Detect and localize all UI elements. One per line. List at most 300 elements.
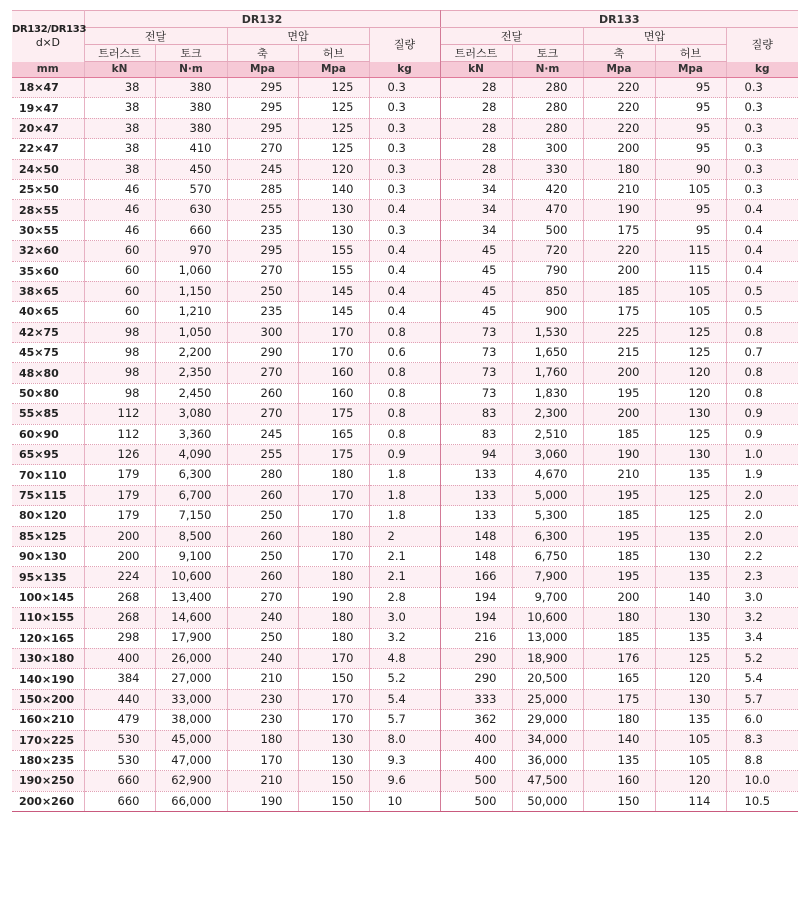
- cell-dr133-shaft: 185: [583, 546, 655, 566]
- cell-dr133-hub: 130: [655, 689, 726, 709]
- cell-dr133-shaft: 190: [583, 445, 655, 465]
- cell-dr132-torque: 62,900: [155, 771, 227, 791]
- cell-dr133-hub: 95: [655, 118, 726, 138]
- cell-dr132-hub: 190: [298, 587, 369, 607]
- cell-dr132-torque: 17,900: [155, 628, 227, 648]
- cell-dr132-shaft: 230: [227, 710, 298, 730]
- cell-dr133-weight: 10.5: [726, 791, 798, 811]
- cell-dr133-thrust: 34: [440, 179, 512, 199]
- cell-dr133-weight: 8.3: [726, 730, 798, 750]
- cell-size: 30×55: [12, 220, 84, 240]
- table-row: [12, 710, 798, 730]
- cell-dr133-weight: 0.4: [726, 220, 798, 240]
- cell-dr132-hub: 130: [298, 220, 369, 240]
- cell-dr132-shaft: 295: [227, 98, 298, 118]
- cell-dr132-shaft: 270: [227, 261, 298, 281]
- cell-dr133-shaft: 176: [583, 648, 655, 668]
- table-row: [12, 567, 798, 587]
- cell-size: 60×90: [12, 424, 84, 444]
- table-row: [12, 465, 798, 485]
- cell-size: 120×165: [12, 628, 84, 648]
- cell-dr132-torque: 27,000: [155, 669, 227, 689]
- cell-size: 80×120: [12, 506, 84, 526]
- cell-dr132-shaft: 260: [227, 485, 298, 505]
- cell-dr132-torque: 1,210: [155, 302, 227, 322]
- cell-dr133-torque: 5,300: [512, 506, 583, 526]
- cell-size: 90×130: [12, 546, 84, 566]
- cell-size: 38×65: [12, 281, 84, 301]
- cell-dr133-weight: 0.3: [726, 159, 798, 179]
- dr132-shaft-header: 축: [227, 45, 298, 62]
- cell-dr133-thrust: 194: [440, 608, 512, 628]
- unit-size: mm: [12, 62, 84, 78]
- table-row: [12, 159, 798, 179]
- cell-dr133-torque: 5,000: [512, 485, 583, 505]
- cell-dr133-thrust: 73: [440, 322, 512, 342]
- cell-dr133-thrust: 45: [440, 261, 512, 281]
- table-row: [12, 669, 798, 689]
- cell-dr132-hub: 155: [298, 261, 369, 281]
- cell-dr133-weight: 0.9: [726, 424, 798, 444]
- cell-dr133-torque: 29,000: [512, 710, 583, 730]
- cell-dr132-shaft: 270: [227, 139, 298, 159]
- table-row: [12, 445, 798, 465]
- cell-dr132-torque: 410: [155, 139, 227, 159]
- cell-dr133-weight: 0.5: [726, 281, 798, 301]
- table-row: [12, 628, 798, 648]
- cell-dr132-weight: 5.4: [369, 689, 440, 709]
- cell-dr132-thrust: 46: [84, 179, 155, 199]
- cell-dr133-torque: 850: [512, 281, 583, 301]
- cell-dr133-thrust: 133: [440, 506, 512, 526]
- cell-dr132-torque: 380: [155, 118, 227, 138]
- cell-dr133-shaft: 220: [583, 118, 655, 138]
- cell-dr133-shaft: 185: [583, 628, 655, 648]
- cell-dr133-torque: 7,900: [512, 567, 583, 587]
- cell-dr132-torque: 14,600: [155, 608, 227, 628]
- cell-dr132-hub: 150: [298, 669, 369, 689]
- cell-dr133-weight: 1.0: [726, 445, 798, 465]
- cell-dr133-torque: 18,900: [512, 648, 583, 668]
- cell-dr132-thrust: 60: [84, 281, 155, 301]
- cell-dr133-weight: 0.4: [726, 261, 798, 281]
- cell-dr133-shaft: 160: [583, 771, 655, 791]
- cell-dr133-torque: 1,650: [512, 343, 583, 363]
- cell-dr132-thrust: 200: [84, 526, 155, 546]
- cell-dr132-thrust: 60: [84, 241, 155, 261]
- cell-dr132-thrust: 38: [84, 139, 155, 159]
- cell-dr132-weight: 2: [369, 526, 440, 546]
- cell-dr132-weight: 5.7: [369, 710, 440, 730]
- cell-dr133-hub: 135: [655, 710, 726, 730]
- cell-dr133-hub: 120: [655, 771, 726, 791]
- dr133-weight-header: 질량: [726, 28, 798, 62]
- table-row: [12, 139, 798, 159]
- cell-dr132-shaft: 250: [227, 628, 298, 648]
- cell-dr132-weight: 0.8: [369, 322, 440, 342]
- cell-dr133-shaft: 175: [583, 689, 655, 709]
- cell-dr132-weight: 0.4: [369, 302, 440, 322]
- cell-dr132-weight: 0.3: [369, 118, 440, 138]
- cell-dr133-torque: 6,300: [512, 526, 583, 546]
- cell-dr133-shaft: 210: [583, 179, 655, 199]
- cell-dr132-torque: 66,000: [155, 791, 227, 811]
- cell-dr133-shaft: 175: [583, 302, 655, 322]
- cell-dr133-shaft: 150: [583, 791, 655, 811]
- cell-dr133-torque: 20,500: [512, 669, 583, 689]
- cell-dr133-hub: 115: [655, 261, 726, 281]
- units-row: [12, 62, 798, 78]
- cell-dr132-thrust: 384: [84, 669, 155, 689]
- cell-dr133-hub: 105: [655, 302, 726, 322]
- cell-dr132-weight: 1.8: [369, 506, 440, 526]
- cell-size: 45×75: [12, 343, 84, 363]
- cell-dr132-weight: 0.4: [369, 261, 440, 281]
- cell-size: 85×125: [12, 526, 84, 546]
- cell-dr133-thrust: 400: [440, 730, 512, 750]
- cell-dr133-thrust: 45: [440, 241, 512, 261]
- cell-dr133-weight: 0.3: [726, 139, 798, 159]
- cell-dr132-torque: 1,060: [155, 261, 227, 281]
- cell-dr132-shaft: 260: [227, 567, 298, 587]
- cell-dr132-hub: 170: [298, 506, 369, 526]
- cell-dr133-weight: 2.2: [726, 546, 798, 566]
- cell-dr132-hub: 170: [298, 485, 369, 505]
- unit-dr132-torque: N·m: [155, 62, 227, 78]
- cell-dr132-thrust: 200: [84, 546, 155, 566]
- table-row: [12, 506, 798, 526]
- table-row: [12, 179, 798, 199]
- cell-dr133-shaft: 200: [583, 139, 655, 159]
- cell-dr132-hub: 180: [298, 526, 369, 546]
- cell-size: 110×155: [12, 608, 84, 628]
- cell-dr133-hub: 120: [655, 383, 726, 403]
- cell-dr132-shaft: 295: [227, 241, 298, 261]
- cell-dr133-weight: 0.3: [726, 118, 798, 138]
- cell-dr132-thrust: 98: [84, 322, 155, 342]
- cell-dr132-hub: 170: [298, 689, 369, 709]
- cell-dr132-weight: 0.9: [369, 445, 440, 465]
- table-row: [12, 750, 798, 770]
- cell-dr132-weight: 9.6: [369, 771, 440, 791]
- cell-dr132-shaft: 295: [227, 78, 298, 98]
- cell-dr132-thrust: 298: [84, 628, 155, 648]
- cell-dr133-weight: 3.0: [726, 587, 798, 607]
- cell-dr133-thrust: 500: [440, 771, 512, 791]
- cell-dr132-torque: 660: [155, 220, 227, 240]
- cell-dr133-hub: 125: [655, 343, 726, 363]
- cell-dr132-hub: 125: [298, 98, 369, 118]
- cell-dr132-weight: 5.2: [369, 669, 440, 689]
- cell-dr133-torque: 720: [512, 241, 583, 261]
- cell-size: 19×47: [12, 98, 84, 118]
- cell-dr133-thrust: 148: [440, 526, 512, 546]
- cell-dr133-thrust: 400: [440, 750, 512, 770]
- cell-dr132-shaft: 235: [227, 302, 298, 322]
- cell-dr133-weight: 0.9: [726, 404, 798, 424]
- table-row: [12, 526, 798, 546]
- cell-dr133-weight: 8.8: [726, 750, 798, 770]
- cell-size: 170×225: [12, 730, 84, 750]
- cell-dr133-hub: 130: [655, 445, 726, 465]
- cell-size: 140×190: [12, 669, 84, 689]
- cell-dr132-torque: 1,050: [155, 322, 227, 342]
- cell-dr132-thrust: 112: [84, 404, 155, 424]
- cell-dr132-shaft: 255: [227, 200, 298, 220]
- cell-dr132-weight: 0.4: [369, 241, 440, 261]
- cell-dr133-shaft: 180: [583, 710, 655, 730]
- table-row: [12, 118, 798, 138]
- cell-dr132-thrust: 38: [84, 118, 155, 138]
- table-row: [12, 78, 798, 98]
- cell-dr132-thrust: 479: [84, 710, 155, 730]
- cell-dr132-shaft: 250: [227, 506, 298, 526]
- cell-dr132-shaft: 250: [227, 546, 298, 566]
- cell-dr132-shaft: 270: [227, 363, 298, 383]
- cell-dr132-hub: 160: [298, 383, 369, 403]
- cell-dr133-torque: 47,500: [512, 771, 583, 791]
- dr132-hub-header: 허브: [298, 45, 369, 62]
- cell-dr132-hub: 140: [298, 179, 369, 199]
- cell-dr133-hub: 130: [655, 546, 726, 566]
- cell-dr132-weight: 3.0: [369, 608, 440, 628]
- cell-dr133-torque: 10,600: [512, 608, 583, 628]
- cell-dr133-hub: 135: [655, 628, 726, 648]
- cell-dr133-shaft: 195: [583, 383, 655, 403]
- cell-dr132-weight: 0.8: [369, 404, 440, 424]
- cell-dr132-torque: 570: [155, 179, 227, 199]
- cell-dr133-shaft: 185: [583, 424, 655, 444]
- cell-dr133-thrust: 166: [440, 567, 512, 587]
- cell-dr133-torque: 280: [512, 98, 583, 118]
- cell-dr133-hub: 125: [655, 648, 726, 668]
- cell-dr132-hub: 145: [298, 302, 369, 322]
- cell-dr132-weight: 0.3: [369, 98, 440, 118]
- cell-dr132-shaft: 270: [227, 404, 298, 424]
- cell-dr132-weight: 0.6: [369, 343, 440, 363]
- cell-dr133-weight: 0.8: [726, 383, 798, 403]
- cell-dr132-hub: 170: [298, 546, 369, 566]
- cell-dr132-torque: 7,150: [155, 506, 227, 526]
- cell-dr133-shaft: 180: [583, 608, 655, 628]
- cell-dr132-weight: 0.4: [369, 281, 440, 301]
- table-row: [12, 383, 798, 403]
- cell-dr132-hub: 160: [298, 363, 369, 383]
- cell-dr132-hub: 170: [298, 322, 369, 342]
- cell-dr133-shaft: 200: [583, 404, 655, 424]
- cell-dr132-torque: 380: [155, 98, 227, 118]
- cell-dr133-shaft: 185: [583, 281, 655, 301]
- cell-dr132-shaft: 230: [227, 689, 298, 709]
- cell-dr132-thrust: 179: [84, 506, 155, 526]
- cell-dr133-thrust: 73: [440, 363, 512, 383]
- cell-dr133-torque: 500: [512, 220, 583, 240]
- cell-dr132-weight: 2.1: [369, 546, 440, 566]
- dr132-weight-header: 질량: [369, 28, 440, 62]
- cell-dr133-torque: 420: [512, 179, 583, 199]
- cell-dr133-thrust: 28: [440, 118, 512, 138]
- cell-dr133-hub: 125: [655, 506, 726, 526]
- cell-dr133-hub: 135: [655, 465, 726, 485]
- cell-dr132-torque: 1,150: [155, 281, 227, 301]
- cell-dr133-shaft: 195: [583, 526, 655, 546]
- table-row: [12, 200, 798, 220]
- cell-dr132-shaft: 210: [227, 669, 298, 689]
- cell-dr132-shaft: 295: [227, 118, 298, 138]
- cell-dr132-shaft: 240: [227, 608, 298, 628]
- cell-dr132-hub: 175: [298, 445, 369, 465]
- cell-dr132-hub: 125: [298, 118, 369, 138]
- cell-dr133-torque: 1,530: [512, 322, 583, 342]
- cell-dr132-torque: 450: [155, 159, 227, 179]
- cell-dr133-thrust: 28: [440, 139, 512, 159]
- cell-dr132-shaft: 190: [227, 791, 298, 811]
- cell-dr132-weight: 0.3: [369, 78, 440, 98]
- cell-dr133-hub: 105: [655, 730, 726, 750]
- corner-title: DR132/DR133: [12, 23, 87, 35]
- cell-dr133-shaft: 220: [583, 241, 655, 261]
- cell-dr132-weight: 0.3: [369, 220, 440, 240]
- cell-dr133-shaft: 180: [583, 159, 655, 179]
- cell-dr133-shaft: 215: [583, 343, 655, 363]
- cell-dr133-thrust: 73: [440, 383, 512, 403]
- table-row: [12, 485, 798, 505]
- dr133-thrust-header: 트러스트: [440, 45, 512, 62]
- cell-dr132-hub: 120: [298, 159, 369, 179]
- size-header: [12, 11, 87, 62]
- unit-dr133-weight: kg: [726, 62, 798, 78]
- cell-dr133-weight: 0.4: [726, 200, 798, 220]
- table-row: [12, 261, 798, 281]
- cell-dr133-weight: 0.7: [726, 343, 798, 363]
- cell-dr133-thrust: 73: [440, 343, 512, 363]
- cell-dr132-shaft: 250: [227, 281, 298, 301]
- cell-dr133-torque: 280: [512, 78, 583, 98]
- table-row: [12, 302, 798, 322]
- cell-dr133-hub: 95: [655, 200, 726, 220]
- dr133-transmission-header: 전달: [440, 28, 583, 45]
- cell-dr133-shaft: 200: [583, 587, 655, 607]
- cell-size: 48×80: [12, 363, 84, 383]
- table-row: [12, 546, 798, 566]
- table-row: [12, 424, 798, 444]
- cell-dr133-torque: 900: [512, 302, 583, 322]
- cell-dr132-shaft: 270: [227, 587, 298, 607]
- cell-dr133-hub: 130: [655, 608, 726, 628]
- cell-size: 25×50: [12, 179, 84, 199]
- cell-dr133-torque: 13,000: [512, 628, 583, 648]
- cell-dr132-hub: 125: [298, 139, 369, 159]
- cell-dr133-hub: 140: [655, 587, 726, 607]
- cell-dr133-torque: 1,760: [512, 363, 583, 383]
- cell-dr132-torque: 26,000: [155, 648, 227, 668]
- cell-dr132-hub: 150: [298, 791, 369, 811]
- cell-dr133-weight: 2.0: [726, 506, 798, 526]
- cell-dr132-thrust: 268: [84, 587, 155, 607]
- cell-dr132-thrust: 660: [84, 771, 155, 791]
- cell-dr132-hub: 150: [298, 771, 369, 791]
- cell-dr133-hub: 130: [655, 404, 726, 424]
- cell-dr132-weight: 0.4: [369, 200, 440, 220]
- cell-dr132-weight: 2.8: [369, 587, 440, 607]
- cell-dr133-weight: 1.9: [726, 465, 798, 485]
- cell-dr132-shaft: 245: [227, 424, 298, 444]
- cell-dr132-shaft: 280: [227, 465, 298, 485]
- table-row: [12, 608, 798, 628]
- cell-dr133-shaft: 185: [583, 506, 655, 526]
- cell-dr132-hub: 170: [298, 648, 369, 668]
- cell-dr133-weight: 0.3: [726, 78, 798, 98]
- cell-size: 190×250: [12, 771, 84, 791]
- cell-dr132-torque: 970: [155, 241, 227, 261]
- cell-dr132-hub: 145: [298, 281, 369, 301]
- cell-dr133-torque: 34,000: [512, 730, 583, 750]
- dr132-torque-header: 토크: [155, 45, 227, 62]
- cell-dr133-thrust: 34: [440, 220, 512, 240]
- cell-dr133-thrust: 362: [440, 710, 512, 730]
- cell-dr133-hub: 105: [655, 179, 726, 199]
- cell-dr133-weight: 6.0: [726, 710, 798, 730]
- cell-size: 130×180: [12, 648, 84, 668]
- unit-dr132-hub: Mpa: [298, 62, 369, 78]
- cell-dr132-torque: 13,400: [155, 587, 227, 607]
- cell-dr132-hub: 155: [298, 241, 369, 261]
- cell-dr132-torque: 3,080: [155, 404, 227, 424]
- cell-dr132-weight: 3.2: [369, 628, 440, 648]
- cell-dr132-shaft: 245: [227, 159, 298, 179]
- cell-dr132-thrust: 46: [84, 220, 155, 240]
- dr133-shaft-header: 축: [583, 45, 655, 62]
- cell-size: 200×260: [12, 791, 84, 811]
- cell-dr133-thrust: 34: [440, 200, 512, 220]
- cell-dr132-shaft: 300: [227, 322, 298, 342]
- cell-dr132-weight: 10: [369, 791, 440, 811]
- cell-dr133-hub: 95: [655, 98, 726, 118]
- table-row: [12, 587, 798, 607]
- table-row: [12, 363, 798, 383]
- table-row: [12, 98, 798, 118]
- cell-dr132-torque: 3,360: [155, 424, 227, 444]
- table-row: [12, 322, 798, 342]
- unit-dr132-weight: kg: [369, 62, 440, 78]
- cell-dr132-hub: 180: [298, 628, 369, 648]
- cell-dr133-thrust: 28: [440, 159, 512, 179]
- cell-size: 42×75: [12, 322, 84, 342]
- table-row: [12, 241, 798, 261]
- cell-dr133-torque: 470: [512, 200, 583, 220]
- cell-dr133-thrust: 133: [440, 465, 512, 485]
- cell-dr133-torque: 790: [512, 261, 583, 281]
- cell-dr132-thrust: 60: [84, 261, 155, 281]
- cell-dr132-shaft: 235: [227, 220, 298, 240]
- cell-dr132-hub: 180: [298, 567, 369, 587]
- cell-size: 20×47: [12, 118, 84, 138]
- cell-dr132-torque: 4,090: [155, 445, 227, 465]
- cell-dr132-torque: 33,000: [155, 689, 227, 709]
- dr133-torque-header: 토크: [512, 45, 583, 62]
- cell-dr133-hub: 95: [655, 220, 726, 240]
- cell-dr132-torque: 6,300: [155, 465, 227, 485]
- cell-dr133-thrust: 290: [440, 648, 512, 668]
- cell-dr132-shaft: 180: [227, 730, 298, 750]
- cell-dr132-torque: 10,600: [155, 567, 227, 587]
- cell-dr132-hub: 130: [298, 200, 369, 220]
- cell-dr133-hub: 114: [655, 791, 726, 811]
- cell-dr133-hub: 115: [655, 241, 726, 261]
- cell-dr133-hub: 95: [655, 78, 726, 98]
- cell-dr132-hub: 170: [298, 343, 369, 363]
- cell-dr133-torque: 6,750: [512, 546, 583, 566]
